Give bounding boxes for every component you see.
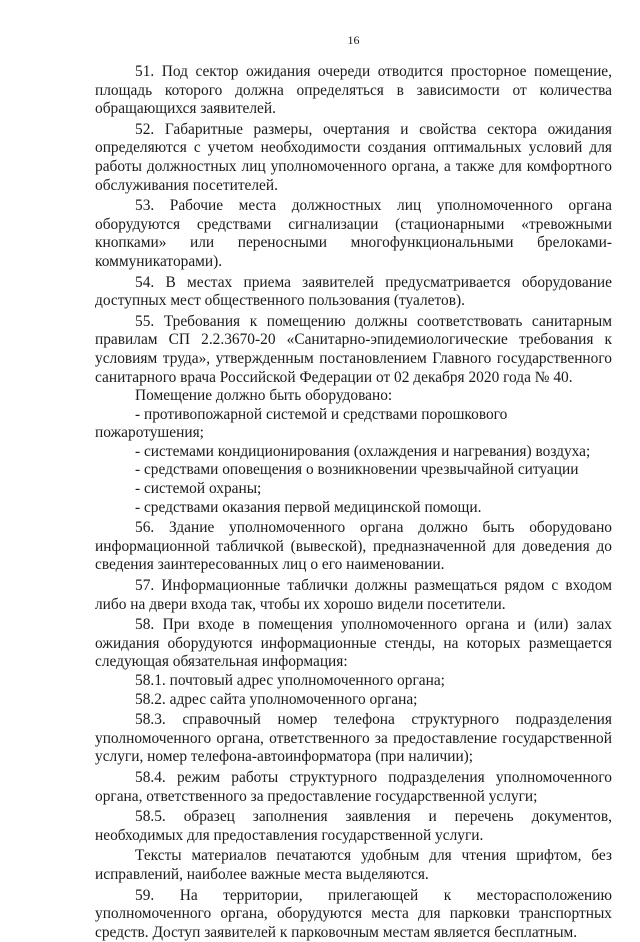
- list-item: - системой охраны;: [135, 480, 262, 498]
- paragraph-57: 57. Информационные таблички должны размещаться рядом с входом либо на двери входа так, чтобы их хорошо видели посетители.: [95, 577, 612, 613]
- paragraph-58-1: 58.1. почтовый адрес уполномоченного органа;: [135, 672, 445, 689]
- list-item: - средствами оказания первой медицинской помощи.: [135, 498, 482, 516]
- list-item: - средствами оповещения о возникновении чрезвычайной ситуации: [135, 461, 579, 479]
- paragraph-58-3: 58.3. справочный номер телефона структурного подразделения уполномоченного органа, ответственного за предоставление государственной услуги, номер телефона-автоинформатора (при наличии);: [95, 711, 612, 766]
- list-item: - системами кондиционирования (охлаждения и нагревания) воздуха;: [135, 442, 591, 460]
- paragraph-56: 56. Здание уполномоченного органа должно быть оборудовано информационной табличкой (вывеской), предназначенной для доведения до сведения заинтересованных лиц о его наименовании.: [95, 519, 612, 574]
- equipment-intro: Помещение должно быть оборудовано:: [135, 387, 393, 405]
- paragraph-52: 52. Габаритные размеры, очертания и свойства сектора ожидания определяются с учетом необходимости создания оптимальных условий для работы должностных лиц уполномоченного органа, а также для комфортного обслуживания посетителей.: [95, 120, 612, 194]
- paragraph-54: 54. В местах приема заявителей предусматривается оборудование доступных мест общественного пользования (туалетов).: [95, 273, 612, 310]
- list-item: - противопожарной системой и средствами порошкового пожаротушения;: [95, 405, 508, 442]
- paragraph-58-5: 58.5. образец заполнения заявления и перечень документов, необходимых для предоставления государственной услуги.: [95, 808, 612, 844]
- paragraph-58-4: 58.4. режим работы структурного подразделения уполномоченного органа, ответственного за предоставление государственной услуги;: [95, 768, 612, 805]
- paragraph-59: 59. На территории, прилегающей к месторасположению уполномоченного органа, оборудуются места для парковки транспортных средств. Доступ заявителей к парковочным местам является бесплатным.: [95, 886, 612, 941]
- page-number: 16: [347, 33, 360, 47]
- paragraph-51: 51. Под сектор ожидания очереди отводится просторное помещение, площадь которого должна определяться в зависимости от количества обращающихся заявителей.: [95, 63, 612, 118]
- paragraph-55: 55. Требования к помещению должны соответствовать санитарным правилам СП 2.2.3670-20 «Санитарно-эпидемиологические требования к условиям труда», утвержденным постановлением Главного государственного санитарного врача Российской Федерации от 02 декабря 2020 года № 40.: [95, 312, 612, 386]
- paragraph-fonts: Тексты материалов печатаются удобным для чтения шрифтом, без исправлений, наиболее важные места выделяются.: [95, 847, 612, 883]
- paragraph-58-2: 58.2. адрес сайта уполномоченного органа;: [135, 690, 418, 708]
- paragraph-53: 53. Рабочие места должностных лиц уполномоченного органа оборудуются средствами сигнализации (стационарными «тревожными кнопками» или переносными многофункциональными брелоками-коммуникаторами).: [95, 197, 612, 270]
- paragraph-58: 58. При входе в помещения уполномоченного органа и (или) залах ожидания оборудуются информационные стенды, на которых размещается следующая обязательная информация:: [95, 616, 612, 671]
